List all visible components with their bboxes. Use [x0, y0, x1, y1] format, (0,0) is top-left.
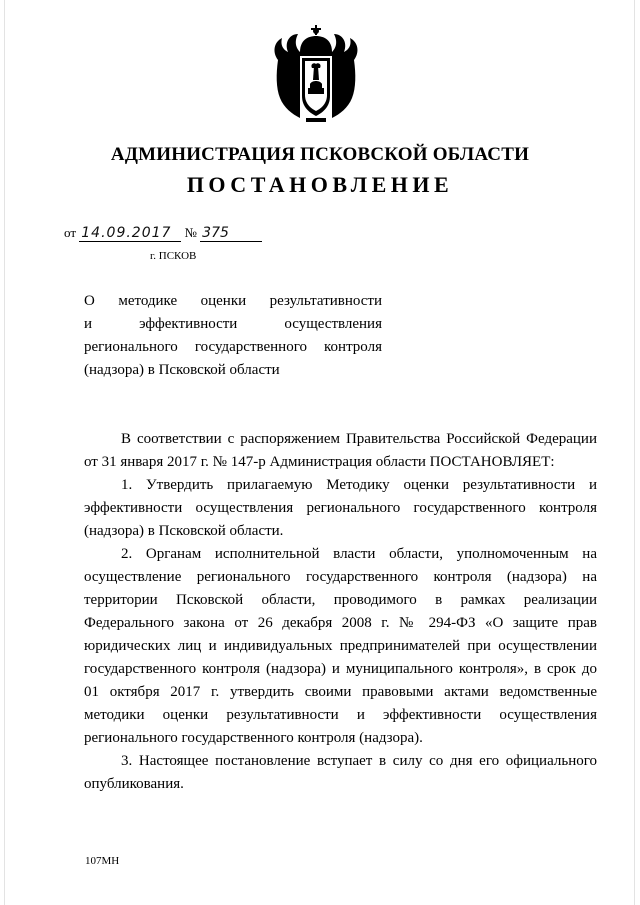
document-body — [84, 428, 597, 796]
date-number-line — [64, 225, 262, 242]
document-type-title: ПОСТАНОВЛЕНИЕ — [186, 172, 454, 197]
scan-edge-right — [634, 0, 635, 905]
footer-code: 107МН — [85, 855, 120, 867]
number-prefix: № — [184, 225, 197, 240]
item-2-paragraph: 2. Органам исполнительной власти области, уполномоченным на осуществление регионального государственного контроля (надзора) на территории Псковской области, проводимого в рамках реализации Федерального закона от 26 декабря 2008 г. № 294-ФЗ «О защите прав юридических лиц и индивидуальных предпринимателей при осуществлении государственного контроля (надзора) и муниципального контроля», в срок до 01 октября 2017 г. утвердить своими правовыми актами ведомственные методики оценки результативности и эффективности осуществления регионального государственного контроля (надзора). — [84, 546, 597, 746]
scan-edge-left — [4, 0, 5, 905]
document-subject — [84, 290, 382, 382]
preamble-paragraph: В соответствии с распоряжением Правительства Российской Федерации от 31 января 2017 г. № 147-р Администрация области ПОСТАНОВЛЯЕТ: — [84, 431, 597, 470]
pskov-coat-of-arms-icon — [270, 22, 362, 126]
handwritten-number: 375 — [200, 225, 262, 242]
subject-line: О методике оценки результативности — [84, 293, 382, 309]
subject-line: (надзора) в Псковской области — [84, 362, 280, 378]
handwritten-date: 14.09.2017 — [79, 225, 181, 242]
organization-title: АДМИНИСТРАЦИЯ ПСКОВСКОЙ ОБЛАСТИ — [110, 144, 530, 165]
city-label: г. ПСКОВ — [150, 250, 197, 262]
item-3-paragraph: 3. Настоящее постановление вступает в силу со дня его официального опубликования. — [84, 753, 597, 792]
subject-line: регионального государственного контроля — [84, 339, 382, 355]
item-1-paragraph: 1. Утвердить прилагаемую Методику оценки результативности и эффективности осуществления регионального государственного контроля (надзора) в Псковской области. — [84, 477, 597, 539]
subject-line: и эффективности осуществления — [84, 316, 382, 332]
date-prefix: от — [64, 225, 77, 240]
